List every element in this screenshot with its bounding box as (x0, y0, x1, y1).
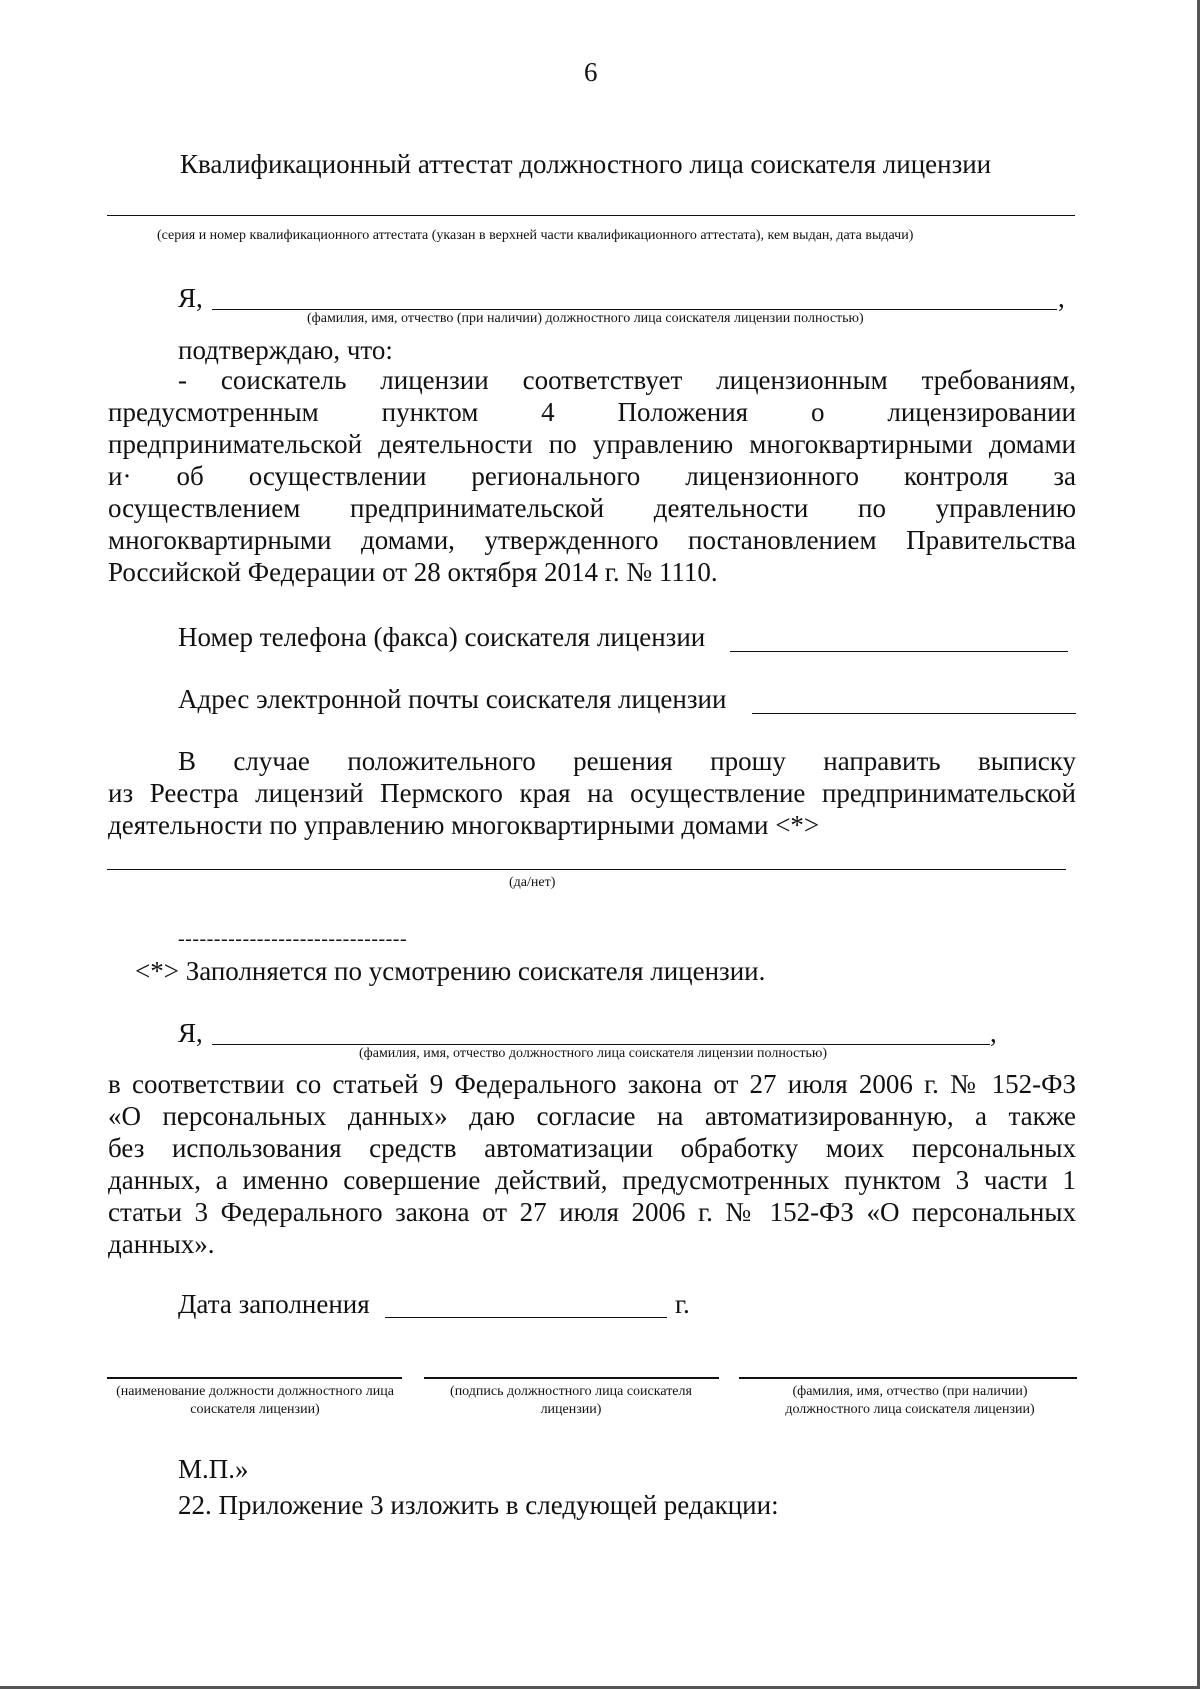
consent-line: данных». (108, 1229, 215, 1259)
confirm-line: - соискатель лицензии соответствует лицензионным требованиям, (178, 365, 1076, 395)
consent-line: статьи 3 Федерального закона от 27 июля 2006 г. № 152-ФЗ «О персональных (108, 1197, 1076, 1227)
fio-caption-2: (фамилия, имя, отчество должностного лица соискателя лицензии полностью) (359, 1046, 828, 1061)
item-22: 22. Приложение 3 изложить в следующей редакции: (178, 1490, 779, 1520)
attestat-caption: (серия и номер квалификационного аттестата (указан в верхней части квалификационного аттестата), кем выдан, дата выдачи) (157, 228, 914, 243)
confirm-line: предпринимательской деятельности по управлению многоквартирными домами (108, 429, 1076, 459)
confirm-intro: подтверждаю, что: (178, 335, 393, 365)
page-title: Квалификационный аттестат должностного лица соискателя лицензии (180, 149, 992, 179)
confirm-line: многоквартирными домами, утвержденного постановлением Правительства (108, 525, 1076, 555)
phone-label: Номер телефона (факса) соискателя лицензии (178, 622, 706, 652)
sig-caption-position: (наименование должности должностного лица соискателя лицензии) (116, 1384, 394, 1417)
extract-line: деятельности по управлению многоквартирными домами <*> (108, 810, 820, 840)
email-label: Адрес электронной почты соискателя лицензии (178, 684, 727, 714)
fio-caption-1: (фамилия, имя, отчество (при наличии) должностного лица соискателя лицензии полностью) (307, 311, 864, 326)
consent-line: без использования средств автоматизации обработку моих персональных (108, 1133, 1076, 1163)
attestat-line[interactable] (107, 215, 1075, 216)
ya-label-2: Я, (178, 1018, 203, 1048)
comma-2: , (990, 1018, 997, 1048)
comma-1: , (1058, 283, 1065, 313)
confirm-line: Российской Федерации от 28 октября 2014 г. № 1110. (108, 557, 718, 587)
email-field[interactable] (752, 713, 1076, 714)
fio-line-2[interactable] (212, 1044, 990, 1045)
confirm-line: и· об осуществлении регионального лицензионного контроля за (108, 461, 1076, 491)
name-sign-line[interactable] (739, 1377, 1077, 1379)
sig-caption-signature: (подпись должностного лица соискателя лицензии) (450, 1384, 692, 1417)
confirm-line: предусмотренным пунктом 4 Положения о лицензировании (108, 397, 1076, 427)
yes-no-field[interactable] (107, 869, 1066, 870)
page-number: 6 (584, 57, 598, 87)
consent-line: «О персональных данных» даю согласие на автоматизированную, а также (108, 1101, 1076, 1131)
footnote-separator: -------------------------------- (178, 928, 408, 950)
sig-caption-name: (фамилия, имя, отчество (при наличии) должностного лица соискателя лицензии) (785, 1384, 1035, 1417)
consent-line: в соответствии со статьей 9 Федерального закона от 27 июля 2006 г. № 152-ФЗ (108, 1069, 1076, 1099)
yes-no-caption: (да/нет) (509, 875, 556, 890)
fio-line-1[interactable] (212, 309, 1057, 310)
footnote: <*> Заполняется по усмотрению соискателя лицензии. (135, 956, 766, 986)
stamp-label: М.П.» (178, 1454, 249, 1484)
extract-line: из Реестра лицензий Пермского края на осуществление предпринимательской (108, 778, 1076, 808)
consent-line: данных, а именно совершение действий, предусмотренных пунктом 3 части 1 (108, 1165, 1076, 1195)
phone-field[interactable] (730, 651, 1068, 652)
ya-label-1: Я, (178, 283, 203, 313)
date-field[interactable] (385, 1317, 667, 1318)
confirm-line: осуществлением предпринимательской деятельности по управлению (108, 493, 1076, 523)
position-sign-line[interactable] (107, 1377, 402, 1379)
date-suffix: г. (675, 1289, 690, 1319)
signature-line[interactable] (424, 1377, 719, 1379)
extract-line: В случае положительного решения прошу направить выписку (178, 746, 1076, 776)
date-label: Дата заполнения (178, 1289, 370, 1319)
